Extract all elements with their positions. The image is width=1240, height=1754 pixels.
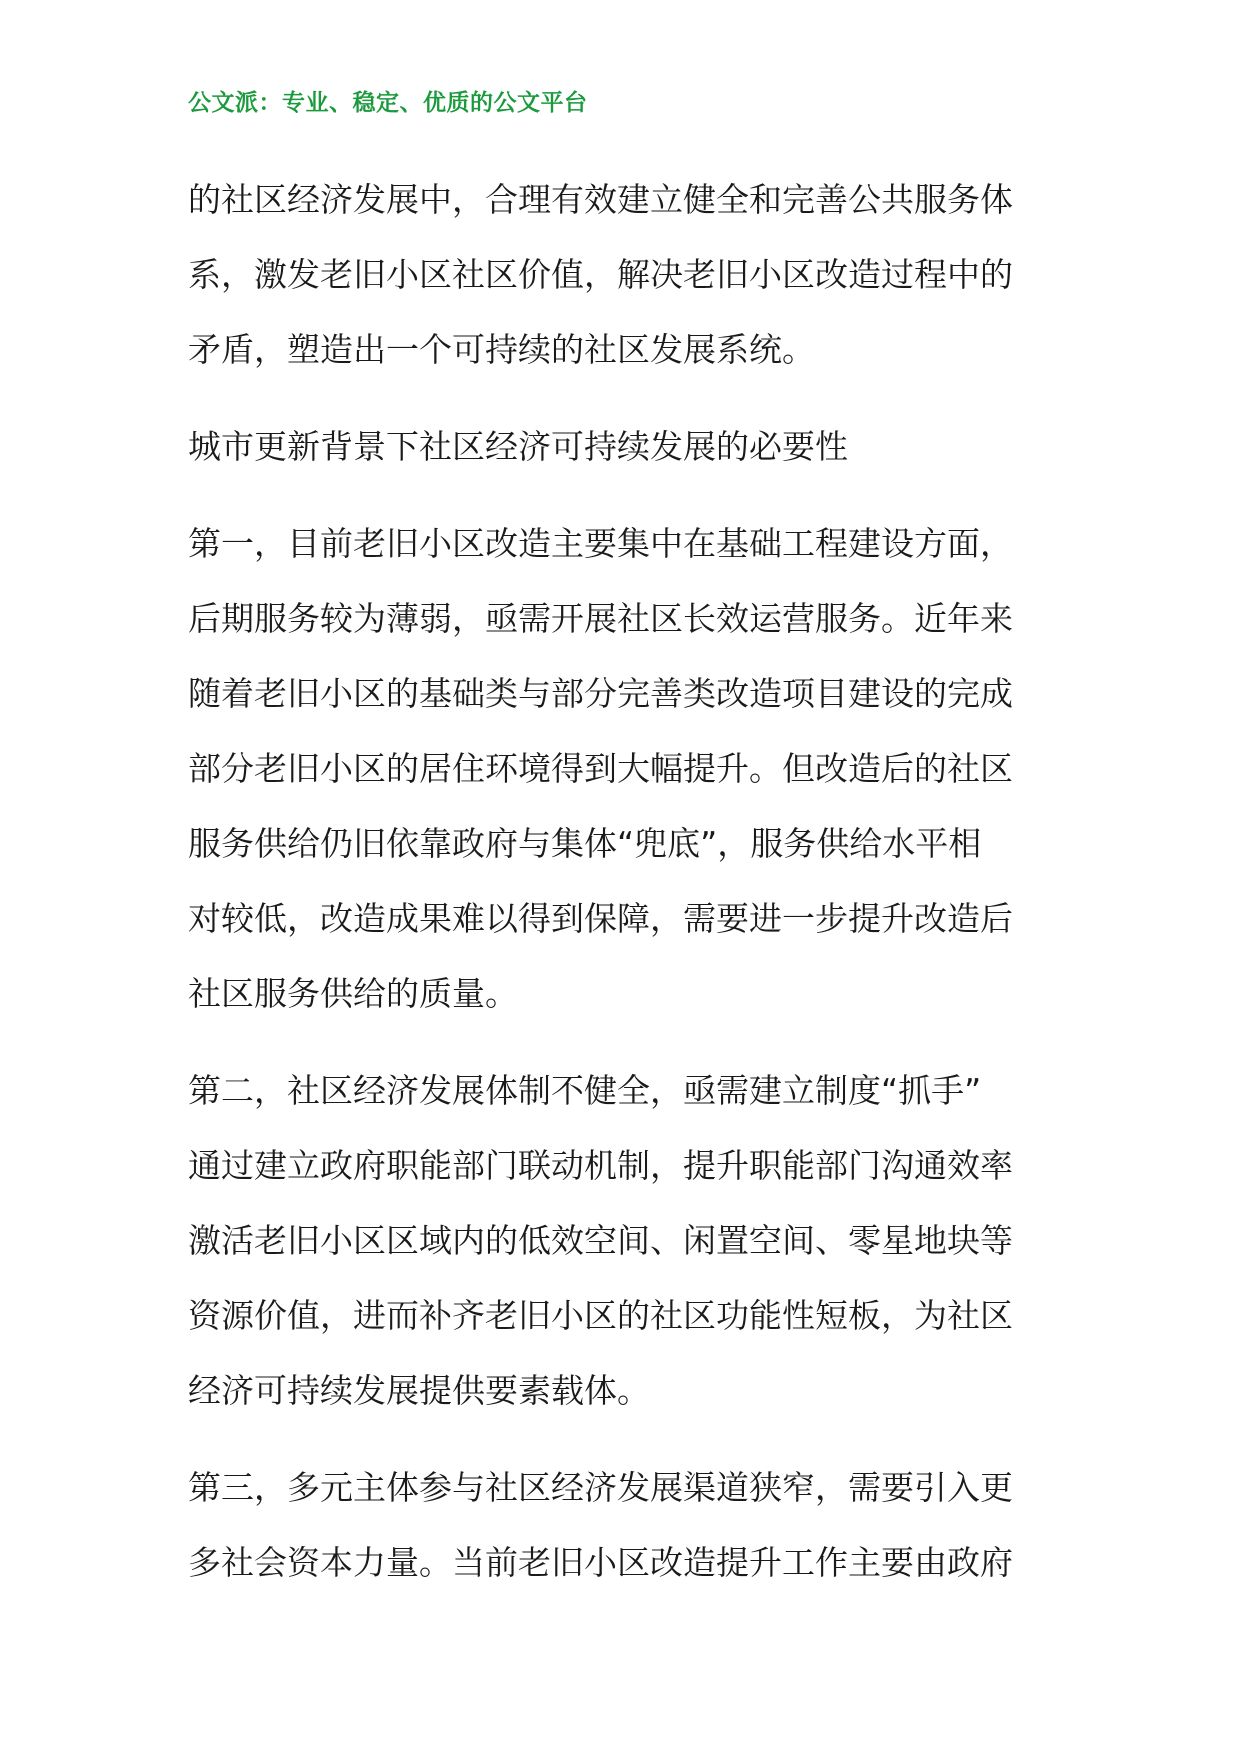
- text-line: 城市更新背景下社区经济可持续发展的必要性: [188, 427, 848, 466]
- text-line: 后期服务较为薄弱，亟需开展社区长效运营服务。近年来: [188, 599, 1013, 638]
- section-heading: [188, 409, 1068, 484]
- text-line: 的社区经济发展中，合理有效建立健全和完善公共服务体: [188, 180, 1013, 219]
- text-line: 多社会资本力量。当前老旧小区改造提升工作主要由政府: [188, 1543, 1013, 1582]
- text-line: 部分老旧小区的居住环境得到大幅提升。但改造后的社区: [188, 749, 1013, 788]
- text-line: 随着老旧小区的基础类与部分完善类改造项目建设的完成: [188, 674, 1013, 713]
- site-header-brand: 公文派：专业、稳定、优质的公文平台: [188, 90, 588, 116]
- text-line: 系，激发老旧小区社区价值，解决老旧小区改造过程中的: [188, 255, 1013, 294]
- text-line: 对较低，改造成果难以得到保障，需要进一步提升改造后: [188, 899, 1013, 938]
- text-line: 激活老旧小区区域内的低效空间、闲置空间、零星地块等: [188, 1221, 1013, 1260]
- text-line: 第三，多元主体参与社区经济发展渠道狭窄，需要引入更: [188, 1468, 1013, 1507]
- document-body: [188, 162, 1068, 1600]
- paragraph: [188, 162, 1068, 387]
- paragraph: [188, 506, 1068, 1031]
- text-line: 第二，社区经济发展体制不健全，亟需建立制度“抓手”: [188, 1071, 982, 1110]
- paragraph: [188, 1053, 1068, 1428]
- text-line: 通过建立政府职能部门联动机制，提升职能部门沟通效率: [188, 1146, 1013, 1185]
- text-line: 矛盾，塑造出一个可持续的社区发展系统。: [188, 330, 815, 369]
- text-line: 经济可持续发展提供要素载体。: [188, 1371, 650, 1410]
- text-line: 第一，目前老旧小区改造主要集中在基础工程建设方面，: [188, 524, 1013, 563]
- text-line: 服务供给仍旧依靠政府与集体“兜底”，服务供给水平相: [188, 824, 982, 863]
- text-line: 社区服务供给的质量。: [188, 974, 518, 1013]
- text-line: 资源价值，进而补齐老旧小区的社区功能性短板，为社区: [188, 1296, 1013, 1335]
- paragraph: [188, 1450, 1068, 1600]
